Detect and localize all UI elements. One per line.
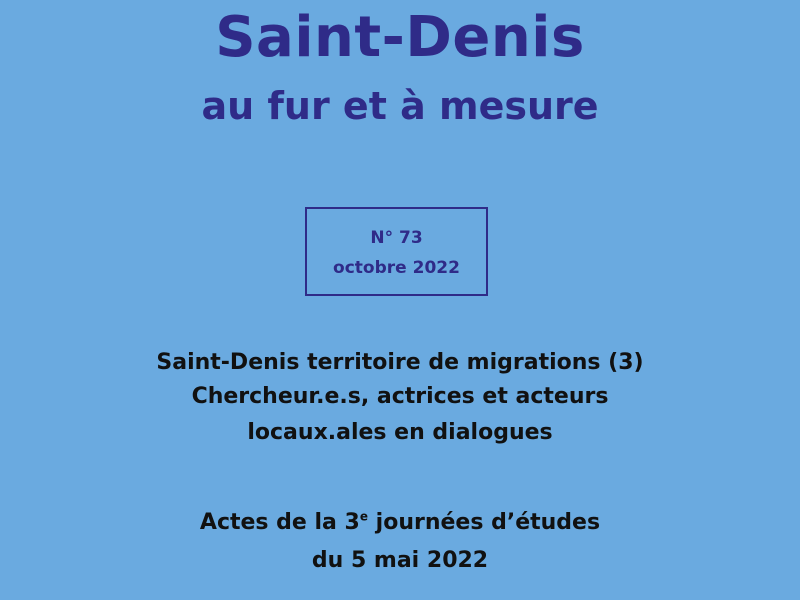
journal-title: Saint-Denis <box>215 5 585 70</box>
issue-number: N° 73 <box>370 228 423 248</box>
issue-heading-line-1: Saint-Denis territoire de migrations (3) <box>156 350 644 375</box>
issue-date: octobre 2022 <box>333 258 460 278</box>
proceedings-line-2: du 5 mai 2022 <box>311 548 489 573</box>
issue-heading-line-3: locaux.ales en dialogues <box>247 420 553 445</box>
proceedings-ordinal-suffix: e <box>359 509 369 524</box>
issue-box <box>305 207 488 296</box>
proceedings-line-1-start: Actes de la 3 <box>199 510 360 535</box>
proceedings-line-1-end: journées d’études <box>368 510 601 535</box>
issue-heading-line-2: Chercheur.e.s, actrices et acteurs <box>191 384 609 409</box>
journal-subtitle: au fur et à mesure <box>201 84 599 128</box>
proceedings-line-1 <box>0 508 800 538</box>
